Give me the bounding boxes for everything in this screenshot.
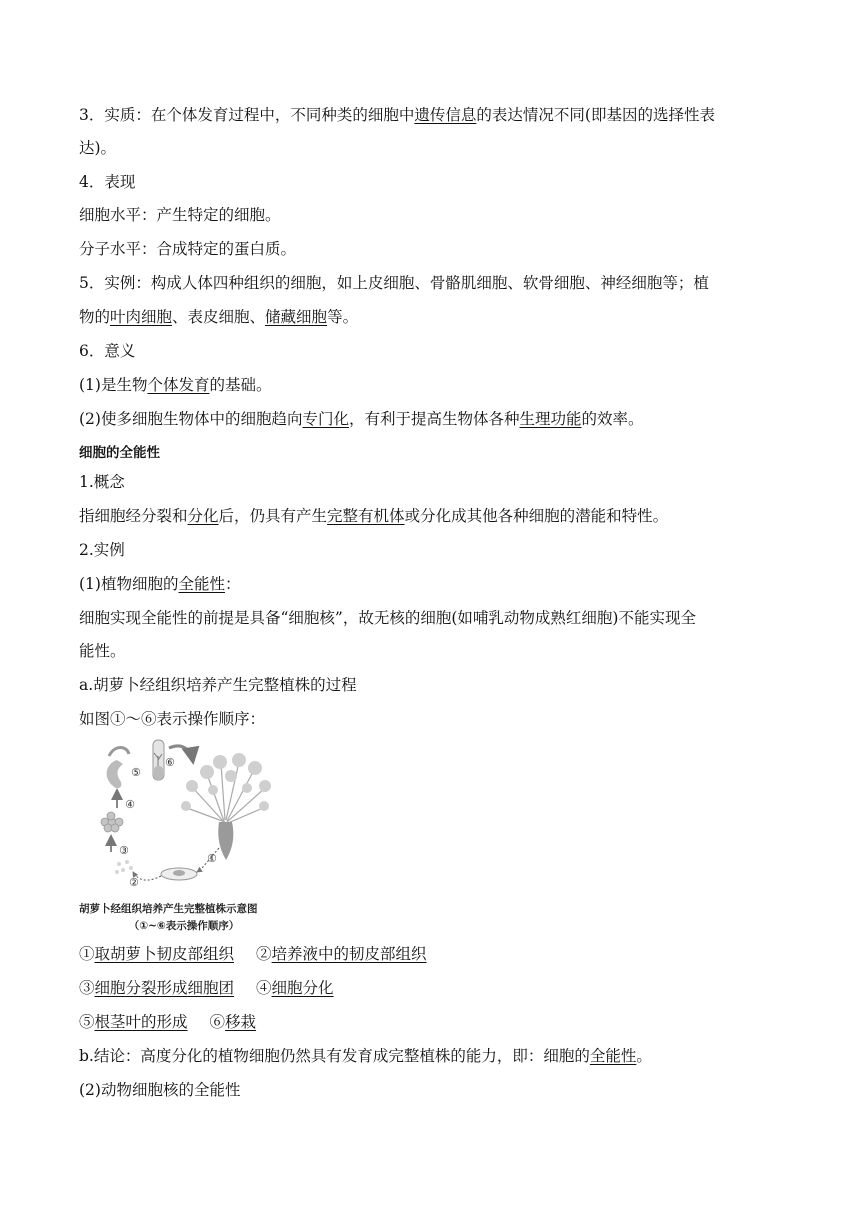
- underlined-term: 个体发育: [147, 376, 210, 394]
- underlined-term: 叶肉细胞: [110, 308, 173, 326]
- paragraph-premise-cont: 能性。: [79, 642, 126, 660]
- carrot-plant-icon: [181, 753, 271, 860]
- figure-label-5: ⑤: [131, 766, 141, 779]
- paragraph-animal-nucleus: (2)动物细胞核的全能性: [79, 1081, 241, 1099]
- step-4: 细胞分化: [271, 979, 334, 997]
- paragraph-plant-totipotency: (1)植物细胞的全能性：: [79, 575, 241, 593]
- sprout-icon: [107, 760, 123, 788]
- paragraph-examples: 5．实例：构成人体四种组织的细胞，如上皮细胞、骨骼肌细胞、软骨细胞、神经细胞等；植: [79, 274, 709, 292]
- step-2: 培养液中的韧皮部组织: [271, 945, 427, 963]
- leaf-icon: [109, 748, 129, 757]
- paragraph-essence: 3．实质：在个体发育过程中，不同种类的细胞中遗传信息的表达情况不同(即基因的选择性表: [79, 106, 715, 124]
- paragraph-significance-2: (2)使多细胞生物体中的细胞趋向专门化，有利于提高生物体各种生理功能的效率。: [79, 410, 644, 428]
- section-title-totipotency: 细胞的全能性: [79, 445, 160, 461]
- figure-label-6: ⑥: [165, 756, 175, 769]
- paragraph-significance-1: (1)是生物个体发育的基础。: [79, 376, 272, 394]
- steps-row-2: ③细胞分裂形成细胞团 ④细胞分化: [79, 979, 334, 997]
- scattered-cells-icon: [115, 860, 133, 874]
- steps-row-1: ①取胡萝卜韧皮部组织 ②培养液中的韧皮部组织: [79, 945, 427, 963]
- section-heading-concept: 1.概念: [79, 473, 125, 491]
- paragraph-molecular-level: 分子水平：合成特定的蛋白质。: [79, 240, 297, 258]
- paragraph-carrot-process: a.胡萝卜经组织培养产生完整植株的过程: [79, 676, 357, 694]
- cell-cluster-icon: [101, 812, 123, 832]
- underlined-term: 分化: [187, 507, 219, 525]
- steps-row-3: ⑤根茎叶的形成 ⑥移栽: [79, 1013, 257, 1031]
- underlined-term: 全能性: [589, 1047, 637, 1065]
- underlined-term: 储藏细胞: [265, 308, 328, 326]
- paragraph-figure-intro: 如图①～⑥表示操作顺序：: [79, 710, 266, 728]
- step-6: 移栽: [225, 1013, 257, 1031]
- underlined-term: 遗传信息: [414, 106, 477, 124]
- paragraph-examples-cont: 物的叶肉细胞、表皮细胞、储藏细胞等。: [79, 308, 359, 326]
- figure-caption-sub: （①~⑥表示操作顺序）: [128, 920, 240, 932]
- figure-label-4: ④: [125, 798, 135, 811]
- step-5: 根茎叶的形成: [94, 1013, 188, 1031]
- underlined-term: 生理功能: [519, 410, 582, 428]
- section-heading-significance: 6．意义: [79, 342, 136, 360]
- carrot-culture-diagram: [79, 736, 289, 901]
- carrot-tissue-culture-figure: [79, 736, 289, 936]
- paragraph-conclusion: b.结论：高度分化的植物细胞仍然具有发育成完整植株的能力，即：细胞的全能性。: [79, 1047, 652, 1065]
- figure-label-2: ②: [129, 876, 139, 889]
- section-heading-expression: 4．表现: [79, 173, 136, 191]
- figure-caption: 胡萝卜经组织培养产生完整植株示意图: [79, 903, 258, 915]
- figure-label-3: ③: [119, 844, 129, 857]
- underlined-term: 专门化: [302, 410, 349, 428]
- paragraph-cell-level: 细胞水平：产生特定的细胞。: [79, 206, 281, 224]
- step-3: 细胞分裂形成细胞团: [94, 979, 235, 997]
- underlined-term: 完整有机体: [327, 507, 405, 525]
- figure-label-1: ①: [207, 852, 217, 865]
- underlined-term: 全能性: [178, 575, 225, 593]
- paragraph-premise: 细胞实现全能性的前提是具备“细胞核”，故无核的细胞(如哺乳动物成熟红细胞)不能实现全: [79, 609, 696, 627]
- paragraph-concept: 指细胞经分裂和分化后，仍具有产生完整有机体或分化成其他各种细胞的潜能和特性。: [79, 507, 669, 525]
- paragraph-essence-cont: 达)。: [79, 139, 117, 157]
- section-heading-examples: 2.实例: [79, 541, 125, 559]
- step-1: 取胡萝卜韧皮部组织: [94, 945, 235, 963]
